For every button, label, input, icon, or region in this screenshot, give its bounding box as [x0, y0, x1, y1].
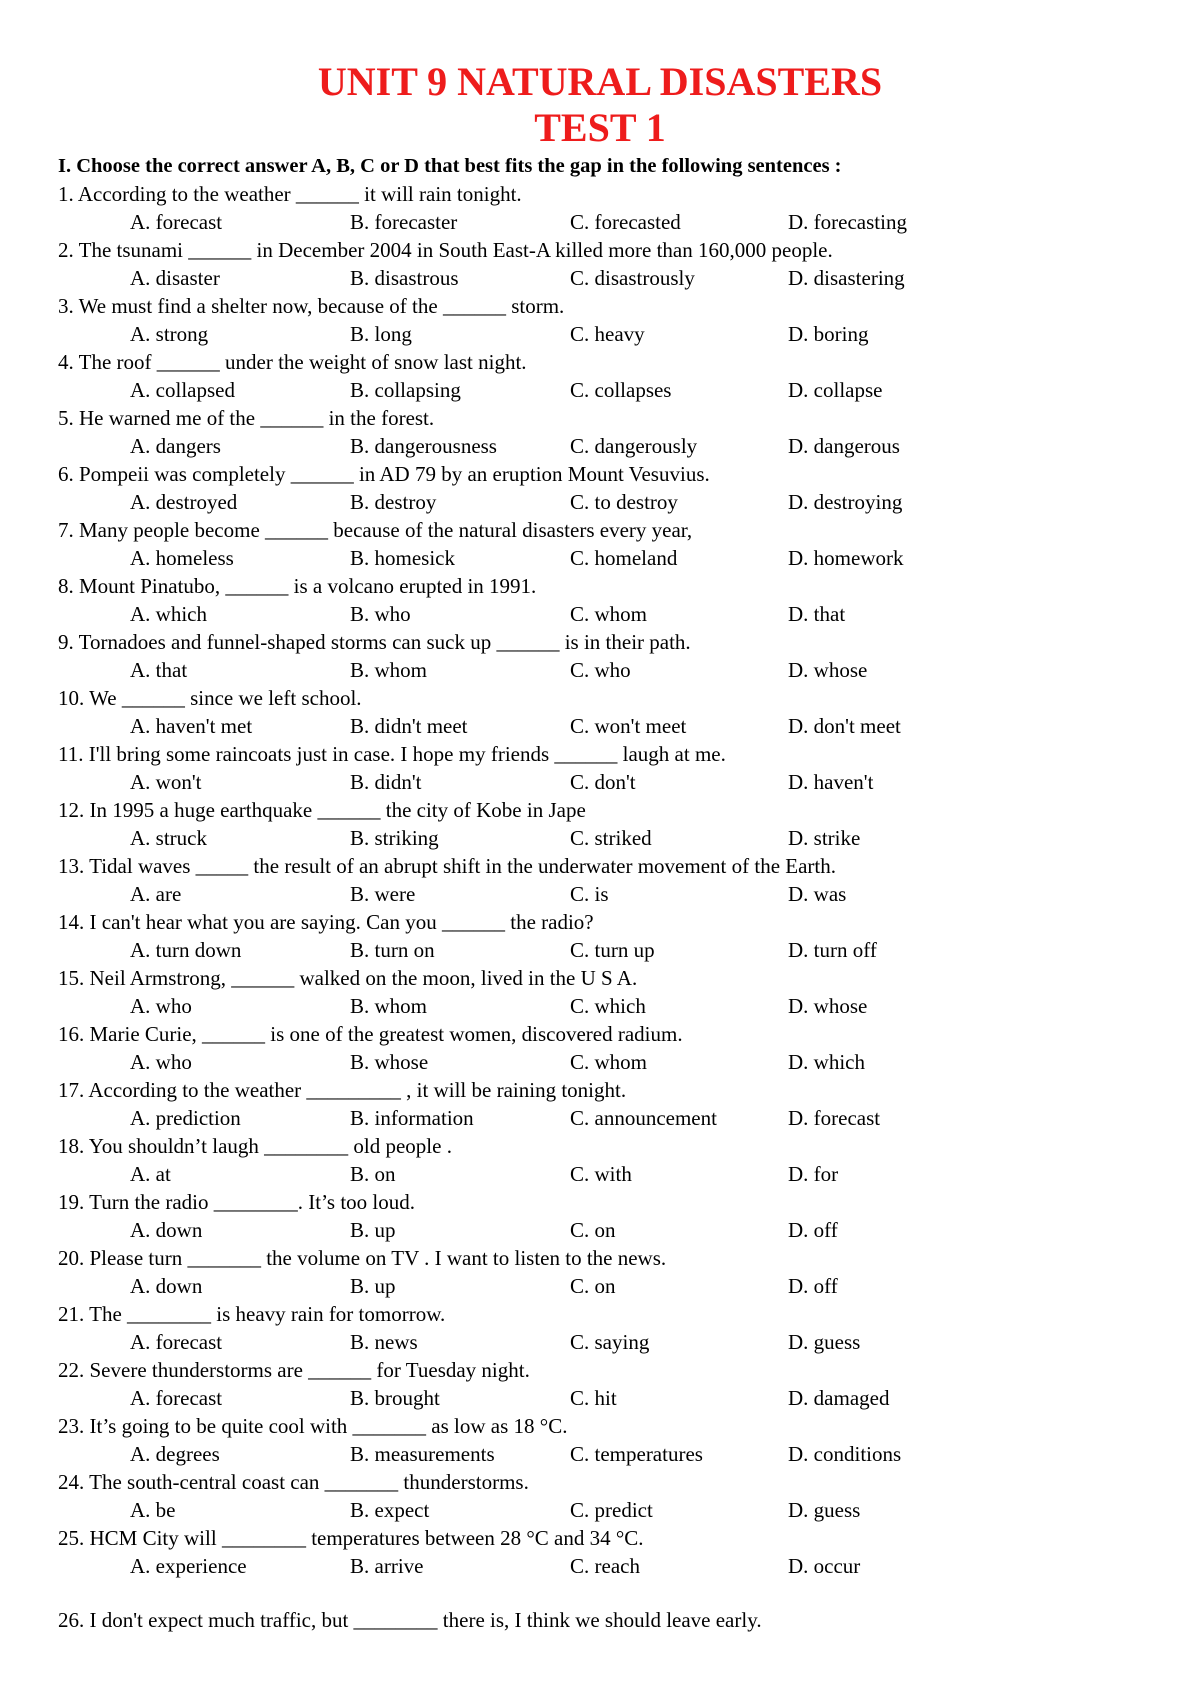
question-item	[58, 1078, 1158, 1134]
option-d: D. destroying	[788, 490, 903, 514]
option-d: D. for	[788, 1162, 839, 1186]
option-a: A. struck	[130, 826, 207, 850]
option-d: D. was	[788, 882, 847, 906]
option-c: C. to destroy	[570, 490, 678, 514]
question-text: 9. Tornadoes and funnel-shaped storms can suck up ______ is in their path.	[58, 630, 691, 654]
question-text: 6. Pompeii was completely ______ in AD 79 by an eruption Mount Vesuvius.	[58, 462, 710, 486]
option-b: B. disastrous	[350, 266, 459, 290]
option-a: A. dangers	[130, 434, 221, 458]
option-b: B. turn on	[350, 938, 435, 962]
option-b: B. didn't meet	[350, 714, 468, 738]
option-b: B. dangerousness	[350, 434, 497, 458]
answer-options	[58, 770, 1158, 796]
question-item	[58, 1302, 1158, 1358]
option-d: D. off	[788, 1218, 838, 1242]
question-text: 22. Severe thunderstorms are ______ for Tuesday night.	[58, 1358, 530, 1382]
question-text: 15. Neil Armstrong, ______ walked on the moon, lived in the U S A.	[58, 966, 638, 990]
option-d: D. dangerous	[788, 434, 900, 458]
option-a: A. homeless	[130, 546, 234, 570]
answer-options	[58, 1442, 1158, 1468]
question-item	[58, 350, 1158, 406]
option-c: C. heavy	[570, 322, 645, 346]
question-text: 2. The tsunami ______ in December 2004 in South East-A killed more than 160,000 people.	[58, 238, 833, 262]
answer-options	[58, 210, 1158, 236]
answer-options	[58, 1274, 1158, 1300]
option-c: C. predict	[570, 1498, 653, 1522]
option-c: C. turn up	[570, 938, 655, 962]
option-a: A. strong	[130, 322, 209, 346]
answer-options	[58, 658, 1158, 684]
option-c: C. dangerously	[570, 434, 698, 458]
option-a: A. prediction	[130, 1106, 241, 1130]
option-c: C. reach	[570, 1554, 640, 1578]
option-c: C. who	[570, 658, 631, 682]
question-item	[58, 966, 1158, 1022]
option-b: B. on	[350, 1162, 396, 1186]
question-text: 4. The roof ______ under the weight of snow last night.	[58, 350, 527, 374]
question-text: 8. Mount Pinatubo, ______ is a volcano erupted in 1991.	[58, 574, 537, 598]
option-d: D. guess	[788, 1498, 861, 1522]
option-c: C. homeland	[570, 546, 678, 570]
question-item	[58, 1358, 1158, 1414]
option-c: C. disastrously	[570, 266, 695, 290]
option-b: B. news	[350, 1330, 418, 1354]
option-c: C. saying	[570, 1330, 650, 1354]
question-text: 24. The south-central coast can _______ thunderstorms.	[58, 1470, 529, 1494]
option-c: C. is	[570, 882, 609, 906]
option-b: B. forecaster	[350, 210, 458, 234]
question-text: 19. Turn the radio ________. It’s too loud.	[58, 1190, 416, 1214]
option-a: A. forecast	[130, 1386, 223, 1410]
option-c: C. which	[570, 994, 646, 1018]
option-b: B. were	[350, 882, 416, 906]
option-c: C. hit	[570, 1386, 617, 1410]
option-b: B. arrive	[350, 1554, 424, 1578]
option-a: A. at	[130, 1162, 171, 1186]
question-text: 1. According to the weather ______ it will rain tonight.	[58, 182, 522, 206]
answer-options	[58, 266, 1158, 292]
question-text: 7. Many people become ______ because of the natural disasters every year,	[58, 518, 693, 542]
option-b: B. measurements	[350, 1442, 495, 1466]
question-item	[58, 1414, 1158, 1470]
question-text: 11. I'll bring some raincoats just in case. I hope my friends ______ laugh at me.	[58, 742, 726, 766]
question-item	[58, 462, 1158, 518]
option-a: A. are	[130, 882, 182, 906]
test-subtitle: TEST 1	[534, 105, 666, 150]
question-item	[58, 910, 1158, 966]
question-item	[58, 182, 1158, 238]
option-d: D. boring	[788, 322, 869, 346]
question-text: 14. I can't hear what you are saying. Can you ______ the radio?	[58, 910, 594, 934]
option-b: B. homesick	[350, 546, 455, 570]
option-d: D. which	[788, 1050, 865, 1074]
option-b: B. up	[350, 1218, 396, 1242]
answer-options	[58, 434, 1158, 460]
answer-options	[58, 546, 1158, 572]
option-d: D. whose	[788, 994, 868, 1018]
option-a: A. who	[130, 994, 192, 1018]
question-item	[58, 1022, 1158, 1078]
question-text: 25. HCM City will ________ temperatures between 28 °C and 34 °C.	[58, 1526, 644, 1550]
option-d: D. haven't	[788, 770, 874, 794]
option-d: D. that	[788, 602, 846, 626]
option-d: D. forecasting	[788, 210, 907, 234]
option-a: A. turn down	[130, 938, 242, 962]
option-d: D. collapse	[788, 378, 883, 402]
question-text: 3. We must find a shelter now, because of the ______ storm.	[58, 294, 565, 318]
option-b: B. didn't	[350, 770, 422, 794]
option-b: B. expect	[350, 1498, 430, 1522]
option-d: D. off	[788, 1274, 838, 1298]
question-item	[58, 574, 1158, 630]
option-c: C. collapses	[570, 378, 672, 402]
option-c: C. don't	[570, 770, 636, 794]
option-a: A. which	[130, 602, 207, 626]
option-c: C. temperatures	[570, 1442, 703, 1466]
answer-options	[58, 1106, 1158, 1132]
question-text: 20. Please turn _______ the volume on TV . I want to listen to the news.	[58, 1246, 667, 1270]
option-a: A. destroyed	[130, 490, 238, 514]
question-text: 10. We ______ since we left school.	[58, 686, 362, 710]
option-c: C. announcement	[570, 1106, 717, 1130]
option-a: A. disaster	[130, 266, 220, 290]
question-item	[58, 406, 1158, 462]
question-text: 13. Tidal waves _____ the result of an abrupt shift in the underwater movement of the Earth.	[58, 854, 836, 878]
answer-options	[58, 938, 1158, 964]
option-d: D. guess	[788, 1330, 861, 1354]
question-text: 26. I don't expect much traffic, but ________ there is, I think we should leave early.	[58, 1608, 762, 1632]
answer-options	[58, 1050, 1158, 1076]
option-d: D. turn off	[788, 938, 877, 962]
question-item	[58, 1134, 1158, 1190]
question-text: 12. In 1995 a huge earthquake ______ the city of Kobe in Jape	[58, 798, 586, 822]
page-title: UNIT 9 NATURAL DISASTERS	[317, 59, 883, 104]
option-c: C. whom	[570, 602, 648, 626]
option-b: B. long	[350, 322, 412, 346]
option-b: B. up	[350, 1274, 396, 1298]
question-item	[58, 1526, 1158, 1582]
section-instruction: I. Choose the correct answer A, B, C or D that best fits the gap in the following sentences :	[58, 155, 842, 177]
question-item	[58, 1190, 1158, 1246]
option-d: D. conditions	[788, 1442, 902, 1466]
option-a: A. forecast	[130, 1330, 223, 1354]
answer-options	[58, 826, 1158, 852]
option-b: B. striking	[350, 826, 439, 850]
answer-options	[58, 1554, 1158, 1580]
option-c: C. on	[570, 1274, 616, 1298]
option-c: C. whom	[570, 1050, 648, 1074]
answer-options	[58, 882, 1158, 908]
option-a: A. down	[130, 1218, 203, 1242]
question-text: 21. The ________ is heavy rain for tomorrow.	[58, 1302, 446, 1326]
answer-options	[58, 1162, 1158, 1188]
option-a: A. forecast	[130, 210, 223, 234]
question-item	[58, 294, 1158, 350]
option-d: D. forecast	[788, 1106, 881, 1130]
option-d: D. strike	[788, 826, 861, 850]
question-list	[58, 182, 1158, 1664]
question-item	[58, 1470, 1158, 1526]
question-text: 16. Marie Curie, ______ is one of the greatest women, discovered radium.	[58, 1022, 683, 1046]
option-a: A. won't	[130, 770, 202, 794]
option-b: B. brought	[350, 1386, 440, 1410]
question-item	[58, 1246, 1158, 1302]
answer-options	[58, 714, 1158, 740]
question-item	[58, 518, 1158, 574]
question-item	[58, 742, 1158, 798]
option-b: B. whom	[350, 658, 428, 682]
option-a: A. that	[130, 658, 188, 682]
option-b: B. collapsing	[350, 378, 461, 402]
question-item	[58, 854, 1158, 910]
option-c: C. won't meet	[570, 714, 687, 738]
option-a: A. down	[130, 1274, 203, 1298]
option-a: A. be	[130, 1498, 176, 1522]
answer-options	[58, 1386, 1158, 1412]
question-text: 17. According to the weather _________ , it will be raining tonight.	[58, 1078, 627, 1102]
option-c: C. forecasted	[570, 210, 681, 234]
option-a: A. experience	[130, 1554, 247, 1578]
question-item	[58, 798, 1158, 854]
option-b: B. whom	[350, 994, 428, 1018]
question-text: 5. He warned me of the ______ in the forest.	[58, 406, 435, 430]
option-d: D. homework	[788, 546, 904, 570]
option-a: A. degrees	[130, 1442, 220, 1466]
question-text: 23. It’s going to be quite cool with _______ as low as 18 °C.	[58, 1414, 568, 1438]
question-text: 18. You shouldn’t laugh ________ old people .	[58, 1134, 452, 1158]
answer-options	[58, 602, 1158, 628]
option-b: B. information	[350, 1106, 474, 1130]
answer-options	[58, 1498, 1158, 1524]
question-item	[58, 630, 1158, 686]
answer-options	[58, 1330, 1158, 1356]
answer-options	[58, 490, 1158, 516]
question-item	[58, 1608, 1158, 1664]
option-a: A. who	[130, 1050, 192, 1074]
option-a: A. collapsed	[130, 378, 235, 402]
option-c: C. with	[570, 1162, 632, 1186]
answer-options	[58, 378, 1158, 404]
question-item	[58, 238, 1158, 294]
option-d: D. disastering	[788, 266, 905, 290]
answer-options	[58, 322, 1158, 348]
option-a: A. haven't met	[130, 714, 253, 738]
option-b: B. destroy	[350, 490, 437, 514]
option-d: D. don't meet	[788, 714, 901, 738]
answer-options	[58, 994, 1158, 1020]
option-b: B. who	[350, 602, 411, 626]
option-b: B. whose	[350, 1050, 429, 1074]
option-c: C. on	[570, 1218, 616, 1242]
question-item	[58, 686, 1158, 742]
option-d: D. damaged	[788, 1386, 890, 1410]
answer-options	[58, 1218, 1158, 1244]
option-c: C. striked	[570, 826, 652, 850]
option-d: D. occur	[788, 1554, 861, 1578]
option-d: D. whose	[788, 658, 868, 682]
